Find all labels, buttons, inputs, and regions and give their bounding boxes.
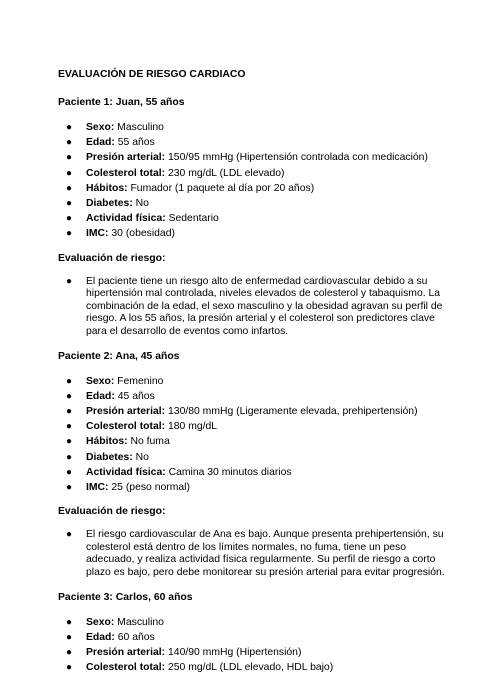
fact-value: Fumador (1 paquete al día por 20 años) — [127, 182, 315, 194]
fact-item — [58, 211, 450, 226]
fact-item — [58, 226, 450, 241]
fact-value: No fuma — [127, 436, 170, 448]
fact-value: No — [132, 198, 149, 210]
assessment-text: El riesgo cardiovascular de Ana es bajo. Aunque presenta prehipertensión, su colesterol está dentro de los límites normales, no fuma, tiene un peso adecuado, y realiza actividad física regularmente. Su perfil de riesgo a corto plazo es bajo, pero debe monitorear su presión arterial para evitar progresión. — [86, 529, 445, 578]
fact-label: Hábitos: — [86, 436, 128, 448]
document-page — [58, 68, 450, 685]
fact-value: Femenino — [114, 375, 164, 387]
fact-item — [58, 419, 450, 434]
fact-label: Actividad física: — [86, 213, 166, 225]
bullet-icon: ● — [66, 436, 73, 448]
fact-value: 55 años — [114, 137, 155, 149]
fact-value: 180 mg/dL — [165, 421, 218, 433]
fact-label: Edad: — [86, 390, 115, 402]
bullet-icon: ● — [66, 390, 73, 402]
fact-label: Sexo: — [86, 122, 115, 133]
fact-value: Sedentario — [165, 213, 219, 225]
patient-facts-list — [58, 374, 450, 496]
bullet-icon: ● — [66, 213, 73, 225]
fact-item — [58, 150, 450, 165]
fact-label: Actividad física: — [86, 466, 166, 478]
fact-item — [58, 181, 450, 196]
bullet-icon: ● — [66, 647, 73, 658]
fact-label: Hábitos: — [86, 182, 128, 194]
fact-item — [58, 404, 450, 419]
patient-facts-list — [58, 120, 450, 242]
bullet-icon: ● — [66, 482, 73, 494]
fact-item — [58, 480, 450, 495]
fact-value: 25 (peso normal) — [108, 482, 190, 494]
bullet-icon: ● — [66, 466, 73, 478]
patient-heading: Paciente 3: Carlos, 60 años — [58, 591, 193, 603]
bullet-icon: ● — [66, 616, 73, 628]
fact-item — [58, 120, 450, 135]
fact-item — [58, 196, 450, 211]
patient-section-2 — [58, 350, 450, 580]
fact-item — [58, 434, 450, 449]
assessment-item — [58, 276, 450, 339]
fact-value: 140/90 mmHg (Hipertensión) — [165, 647, 302, 658]
fact-value: No — [132, 451, 149, 463]
fact-value: 60 años — [114, 631, 155, 643]
fact-value: 230 mg/dL (LDL elevado) — [165, 167, 285, 179]
bullet-icon: ● — [66, 631, 73, 643]
bullet-icon: ● — [66, 198, 73, 210]
fact-value: 45 años — [114, 390, 155, 402]
assessment-list — [58, 276, 450, 339]
fact-item — [58, 465, 450, 480]
fact-value: Masculino — [114, 616, 164, 628]
patient-facts-list — [58, 615, 450, 676]
fact-label: Presión arterial: — [86, 406, 166, 417]
fact-item — [58, 615, 450, 630]
fact-value: Masculino — [114, 122, 164, 133]
fact-label: Colesterol total: — [86, 421, 166, 433]
fact-label: Edad: — [86, 137, 115, 149]
assessment-list — [58, 529, 450, 579]
fact-label: Edad: — [86, 631, 115, 643]
fact-value: 250 mg/dL (LDL elevado, HDL bajo) — [165, 662, 334, 674]
fact-value: 30 (obesidad) — [108, 228, 175, 240]
fact-label: Diabetes: — [86, 451, 133, 463]
assessment-text: El paciente tiene un riesgo alto de enfermedad cardiovascular debido a su hipertensión mal controlada, niveles elevados de colesterol y tabaquismo. La combinación de la edad, el sexo masculino y la obesidad agravan su perfil de riesgo. A los 55 años, la presión arterial y el colesterol son predictores clave para el desarrollo de eventos como infartos. — [86, 275, 443, 337]
fact-label: Colesterol total: — [86, 167, 166, 179]
patient-section-1 — [58, 96, 450, 339]
evaluation-heading: Evaluación de riesgo: — [58, 252, 166, 264]
fact-label: Presión arterial: — [86, 647, 166, 658]
fact-value: Camina 30 minutos diarios — [165, 466, 292, 478]
assessment-item — [58, 529, 450, 579]
fact-label: Sexo: — [86, 375, 115, 387]
bullet-icon: ● — [66, 451, 73, 463]
bullet-icon: ● — [66, 228, 73, 240]
fact-value: 130/80 mmHg (Ligeramente elevada, prehipertensión) — [165, 406, 418, 417]
bullet-icon: ● — [66, 529, 73, 541]
patient-heading: Paciente 1: Juan, 55 años — [58, 97, 185, 108]
patient-section-3 — [58, 591, 450, 676]
fact-item — [58, 450, 450, 465]
bullet-icon: ● — [66, 167, 73, 179]
fact-item — [58, 645, 450, 660]
fact-item — [58, 374, 450, 389]
bullet-icon: ● — [66, 152, 73, 164]
patient-heading: Paciente 2: Ana, 45 años — [58, 350, 180, 362]
fact-label: Sexo: — [86, 616, 115, 628]
fact-label: Diabetes: — [86, 198, 133, 210]
evaluation-heading: Evaluación de riesgo: — [58, 506, 166, 518]
fact-item — [58, 135, 450, 150]
bullet-icon: ● — [66, 662, 73, 674]
fact-label: IMC: — [86, 482, 109, 494]
bullet-icon: ● — [66, 275, 73, 287]
bullet-icon: ● — [66, 406, 73, 417]
bullet-icon: ● — [66, 421, 73, 433]
bullet-icon: ● — [66, 137, 73, 149]
fact-item — [58, 660, 450, 675]
bullet-icon: ● — [66, 122, 73, 133]
document-title: EVALUACIÓN DE RIESGO CARDIACO — [58, 69, 246, 80]
fact-label: Presión arterial: — [86, 152, 166, 164]
bullet-icon: ● — [66, 182, 73, 194]
bullet-icon: ● — [66, 375, 73, 387]
fact-label: Colesterol total: — [86, 662, 166, 674]
fact-value: 150/95 mmHg (Hipertensión controlada con medicación) — [165, 152, 428, 164]
fact-item — [58, 166, 450, 181]
fact-label: IMC: — [86, 228, 109, 240]
fact-item — [58, 389, 450, 404]
fact-item — [58, 630, 450, 645]
